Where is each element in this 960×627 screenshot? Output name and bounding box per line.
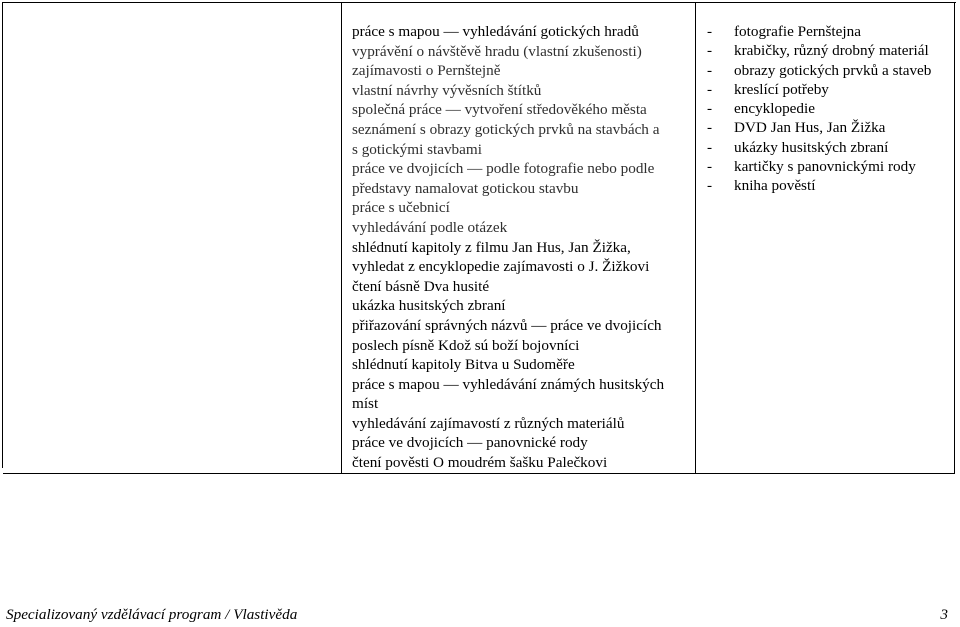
table-cell-activities bbox=[342, 3, 696, 474]
material-label: ukázky husitských zbraní bbox=[734, 138, 889, 156]
activity-line: společná práce — vytvoření středověkého města bbox=[352, 101, 647, 119]
activity-line: představy namalovat gotickou stavbu bbox=[352, 179, 579, 197]
list-dash: - bbox=[707, 177, 713, 195]
list-dash: - bbox=[707, 100, 713, 118]
activity-line: vyhledávání podle otázek bbox=[352, 218, 508, 236]
list-dash: - bbox=[707, 138, 713, 156]
list-dash: - bbox=[707, 158, 713, 176]
material-label: obrazy gotických prvků a staveb bbox=[734, 61, 932, 79]
list-item bbox=[707, 80, 954, 99]
activity-line: shlédnutí kapitoly z filmu Jan Hus, Jan Žižka, bbox=[352, 238, 631, 256]
list-dash: - bbox=[707, 42, 713, 60]
activity-line: zajímavosti o Pernštejně bbox=[352, 62, 501, 80]
table-cell-materials bbox=[696, 3, 955, 474]
list-dash: - bbox=[707, 61, 713, 79]
material-label: encyklopedie bbox=[734, 100, 815, 118]
list-item bbox=[707, 176, 954, 195]
list-item bbox=[707, 22, 954, 41]
table-cell-topics bbox=[3, 3, 342, 474]
activity-line: vyhledat z encyklopedie zajímavosti o J. Žižkovi bbox=[352, 258, 650, 276]
page-number: 3 bbox=[940, 606, 948, 623]
material-label: DVD Jan Hus, Jan Žižka bbox=[734, 119, 886, 137]
activity-line: práce ve dvojicích — panovnické rody bbox=[352, 434, 588, 452]
list-dash: - bbox=[707, 23, 713, 40]
list-item bbox=[707, 99, 954, 118]
activity-line: seznámení s obrazy gotických prvků na stavbách a bbox=[352, 120, 660, 138]
activity-line: přiřazování správných názvů — práce ve dvojicích bbox=[352, 316, 662, 334]
activity-line: čtení básně Dva husité bbox=[352, 277, 490, 295]
activity-line: práce s mapou — vyhledávání gotických hradů bbox=[352, 23, 639, 40]
activity-line: míst bbox=[352, 395, 379, 413]
activity-line: práce s mapou — vyhledávání známých husitských bbox=[352, 375, 665, 393]
list-item bbox=[707, 41, 954, 60]
material-label: krabičky, různý drobný materiál bbox=[734, 42, 929, 60]
material-label: kniha pověstí bbox=[734, 177, 816, 195]
curriculum-table bbox=[2, 2, 956, 472]
activity-line: ukázka husitských zbraní bbox=[352, 297, 506, 315]
list-dash: - bbox=[707, 80, 713, 98]
material-label: kartičky s panovnickými rody bbox=[734, 158, 916, 176]
list-item bbox=[707, 118, 954, 137]
list-dash: - bbox=[707, 119, 713, 137]
material-label: fotografie Pernštejna bbox=[734, 23, 861, 40]
list-item bbox=[707, 61, 954, 80]
activity-line: práce s učebnicí bbox=[352, 199, 450, 217]
activity-line: shlédnutí kapitoly Bitva u Sudoměře bbox=[352, 356, 575, 374]
footer-title: Specializovaný vzdělávací program / Vlastivěda bbox=[6, 606, 298, 623]
list-item bbox=[707, 138, 954, 157]
activity-line: práce ve dvojicích — podle fotografie nebo podle bbox=[352, 160, 655, 178]
material-label: kreslící potřeby bbox=[734, 80, 829, 98]
activity-line: vyprávění o návštěvě hradu (vlastní zkušenosti) bbox=[352, 42, 642, 60]
activity-line: vlastní návrhy vývěsních štítků bbox=[352, 81, 542, 99]
activity-line: vyhledávání zajímavostí z různých materiálů bbox=[352, 414, 625, 432]
activity-line: čtení pověsti O moudrém šašku Palečkovi bbox=[352, 454, 608, 472]
activity-line: poslech písně Kdož sú boží bojovníci bbox=[352, 336, 580, 354]
activity-line: s gotickými stavbami bbox=[352, 140, 482, 158]
page-footer bbox=[6, 606, 948, 624]
list-item bbox=[707, 157, 954, 176]
